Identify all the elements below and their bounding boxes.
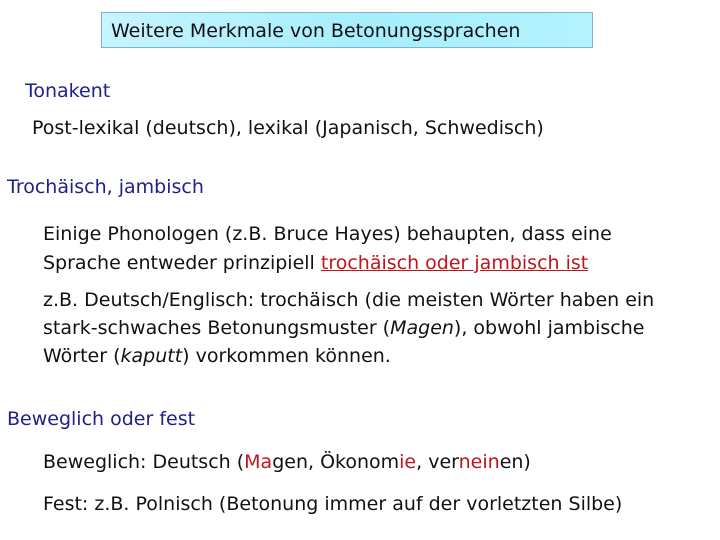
- example-line-1: z.B. Deutsch/Englisch: trochäisch (die meisten Wörter haben ein: [43, 289, 655, 311]
- example-word-kaputt: kaputt: [120, 345, 183, 367]
- beweglich-part-6: en): [499, 451, 531, 473]
- stress-nein: nein: [458, 451, 500, 473]
- example-line-3: [43, 344, 391, 369]
- hayes-line-2: [43, 251, 588, 276]
- beweglich-part-0: Beweglich: Deutsch (: [43, 451, 245, 473]
- hayes-highlight: trochäisch oder jambisch ist: [320, 252, 589, 274]
- example-line-2-a: stark-schwaches Betonungsmuster (: [43, 317, 391, 339]
- stress-ma: Ma: [244, 451, 273, 473]
- heading-beweglich: Beweglich oder fest: [7, 408, 196, 430]
- hayes-line-2-text: Sprache entweder prinzipiell: [43, 252, 321, 274]
- beweglich-part-2: gen, Ökonom: [272, 451, 400, 473]
- beweglich-part-4: , ver: [416, 451, 459, 473]
- beweglich-text: [43, 450, 531, 475]
- stress-ie: ie: [399, 451, 417, 473]
- example-line-2-b: ), obwohl jambische: [453, 317, 645, 339]
- heading-trochaeisch: Trochäisch, jambisch: [7, 176, 204, 198]
- fest-text: Fest: z.B. Polnisch (Betonung immer auf der vorletzten Silbe): [43, 493, 623, 515]
- tonakent-text: Post-lexikal (deutsch), lexikal (Japanisch, Schwedisch): [32, 117, 544, 139]
- example-line-2: [43, 316, 644, 341]
- slide-title: Weitere Merkmale von Betonungssprachen: [101, 12, 593, 48]
- heading-tonakent: Tonakent: [25, 80, 111, 102]
- hayes-line-1: Einige Phonologen (z.B. Bruce Hayes) behaupten, dass eine: [43, 223, 612, 245]
- example-line-3-b: ) vorkommen können.: [182, 345, 391, 367]
- example-word-magen: Magen: [390, 317, 454, 339]
- example-line-3-a: Wörter (: [43, 345, 121, 367]
